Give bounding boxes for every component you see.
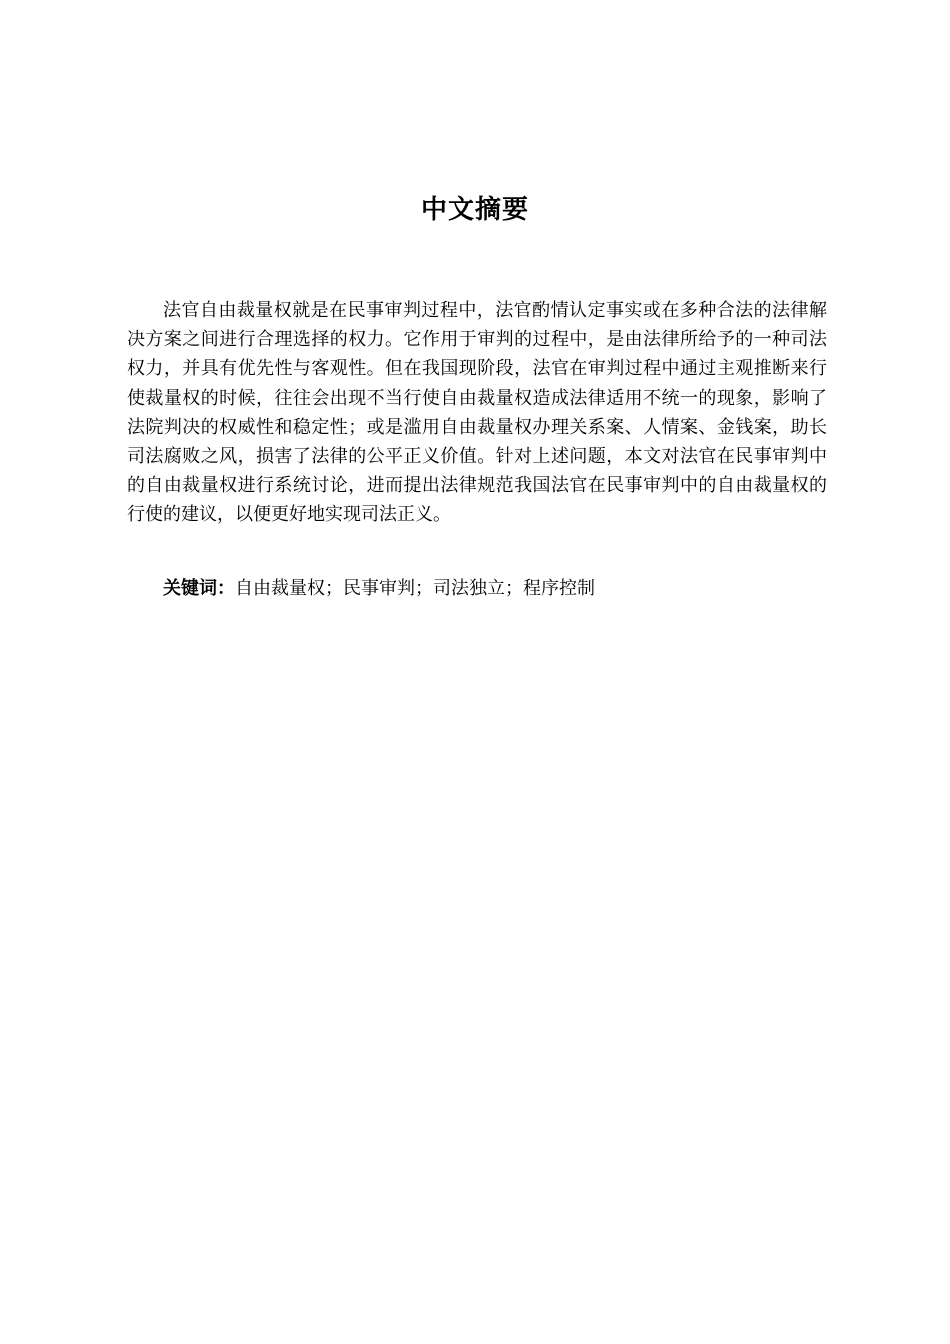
keywords-text: 自由裁量权；民事审判；司法独立；程序控制 — [235, 578, 595, 599]
page-title: 中文摘要 — [420, 195, 529, 225]
keywords-label: 关键词： — [163, 578, 235, 599]
abstract-paragraph: 法官自由裁量权就是在民事审判过程中，法官酌情认定事实或在多种合法的法律解决方案之间进行合理选择的权力。它作用于审判的过程中，是由法律所给予的一种司法权力，并具有优先性与客观性。但在我国现阶段，法官在审判过程中通过主观推断来行使裁量权的时候，往往会出现不当行使自由裁量权造成法律适用不统一的现象，影响了法院判决的权威性和稳定性；或是滥用自由裁量权办理关系案、人情案、金钱案，助长司法腐败之风，损害了法律的公平正义价值。针对上述问题，本文对法官在民事审判中的自由裁量权进行系统讨论，进而提出法律规范我国法官在民事审判中的自由裁量权的行使的建议，以便更好地实现司法正义。 — [127, 300, 827, 526]
keywords-line — [163, 574, 827, 603]
